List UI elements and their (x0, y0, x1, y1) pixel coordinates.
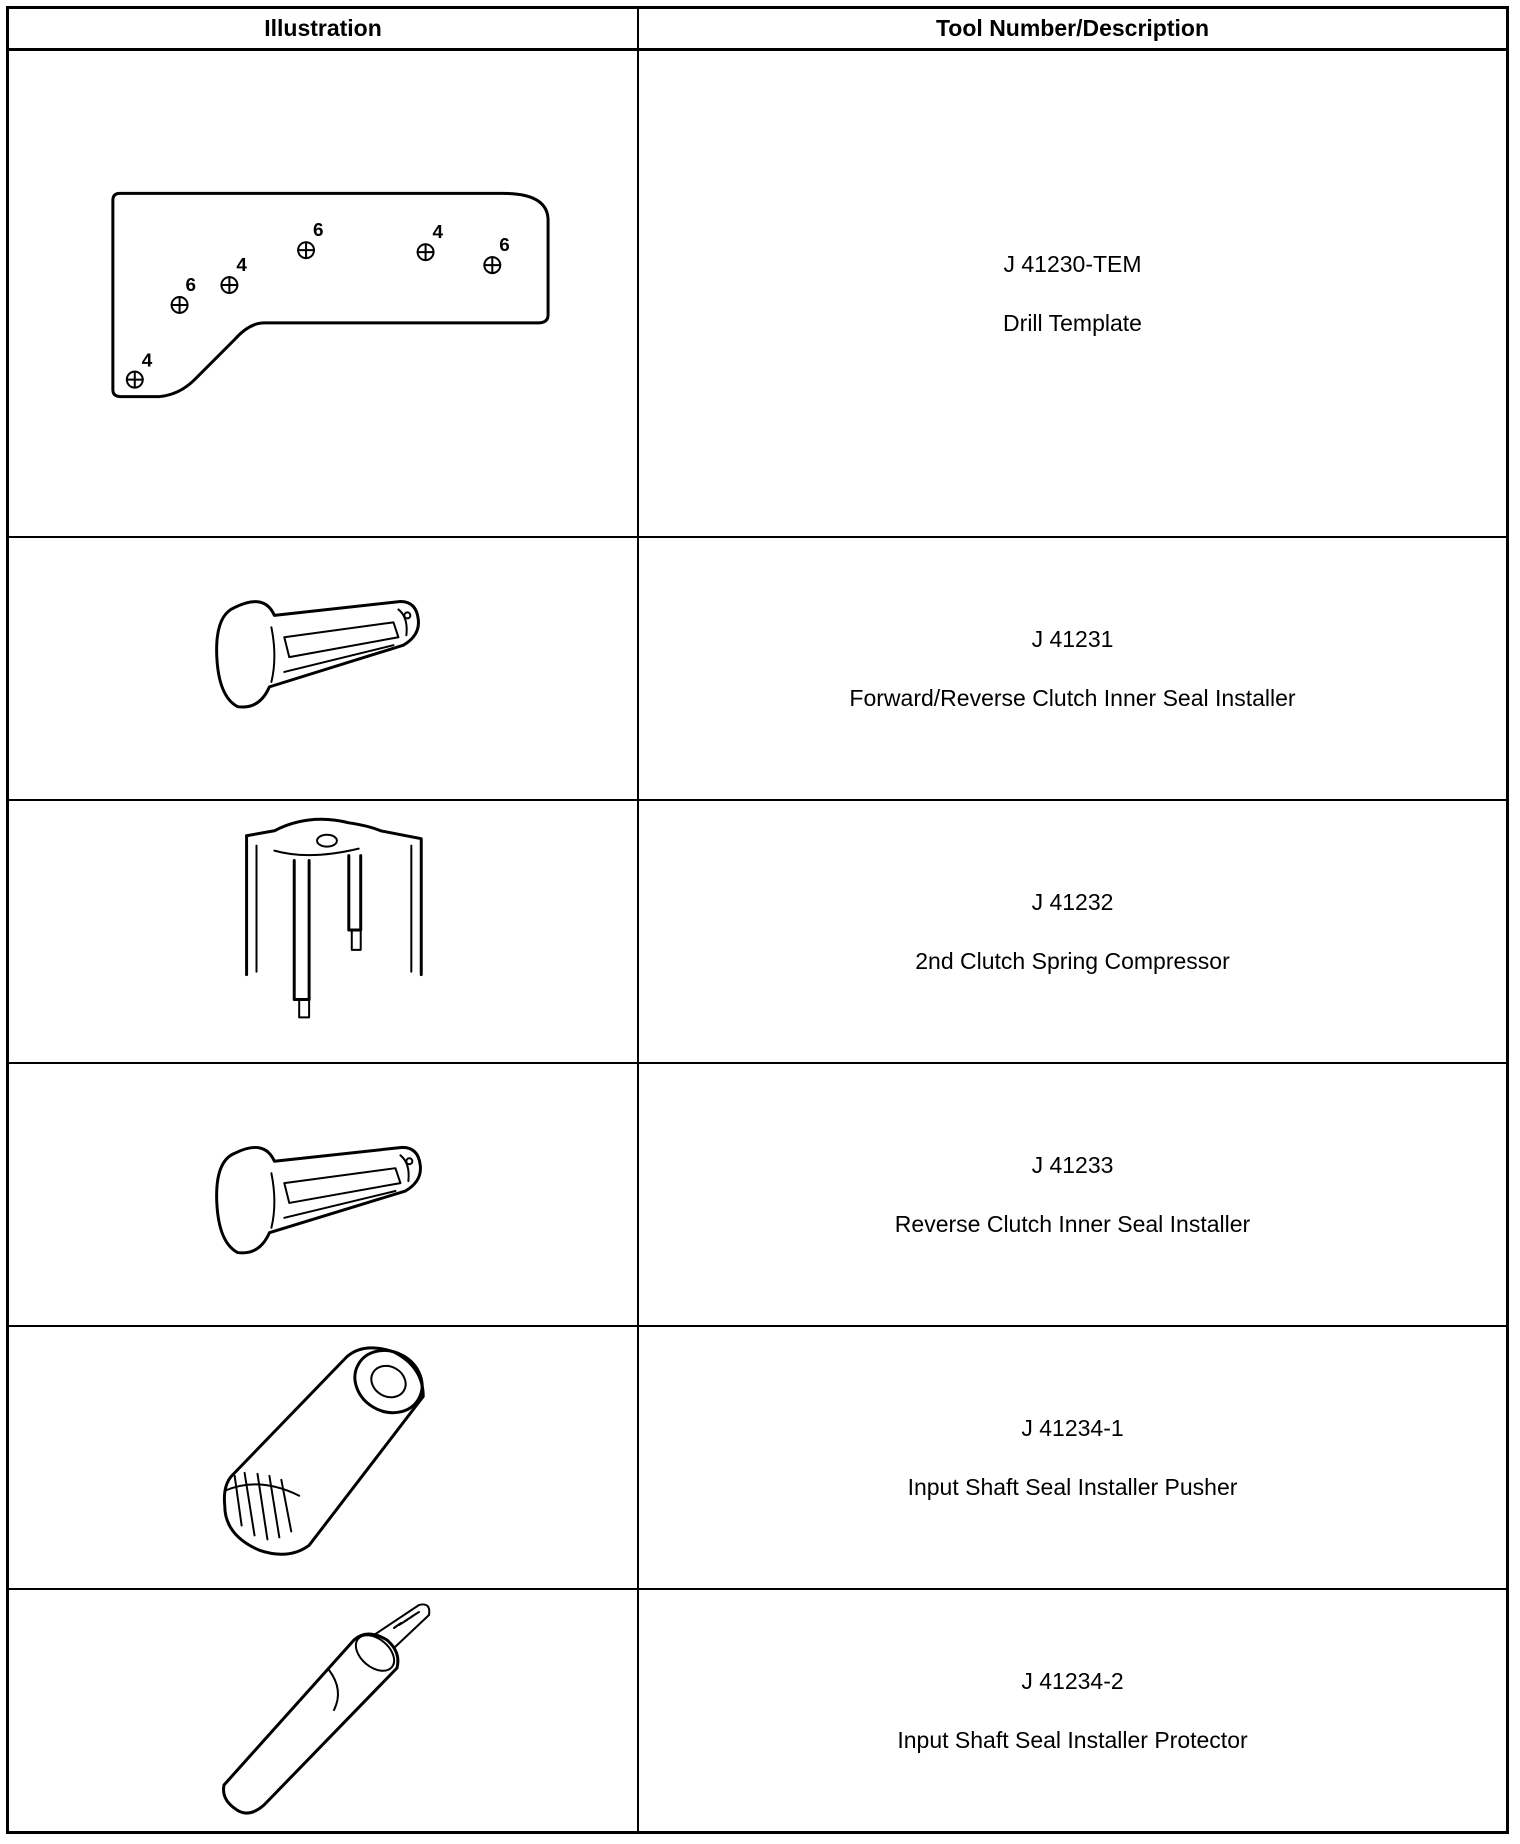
seal-installer-illustration (9, 538, 637, 799)
hole-label: 4 (141, 350, 153, 372)
seal-pusher-illustration (9, 1327, 637, 1588)
tools-table (6, 6, 1509, 1834)
header-illustration: Illustration (264, 15, 382, 41)
hole-marker (418, 244, 434, 260)
tool-description: Drill Template (1003, 309, 1142, 336)
seal-installer-drawing (9, 538, 637, 799)
table-row (9, 1327, 1506, 1590)
tool-cell (639, 1327, 1506, 1588)
tool-number: J 41232 (1031, 888, 1114, 915)
spring-compressor-drawing (9, 801, 637, 1062)
hole-label: 6 (499, 235, 510, 257)
hole-label: 4 (236, 255, 247, 277)
tool-cell (639, 51, 1506, 536)
hole-label: 6 (185, 275, 197, 297)
tool-cell (639, 538, 1506, 799)
tool-number: J 41233 (1031, 1151, 1114, 1178)
drill-template-drawing (9, 51, 637, 536)
hole-marker (484, 257, 500, 273)
table-row (9, 538, 1506, 801)
tool-number: J 41231 (1031, 625, 1114, 652)
tool-description: Input Shaft Seal Installer Pusher (907, 1473, 1238, 1500)
table-header (9, 9, 1506, 51)
table-row (9, 801, 1506, 1064)
seal-protector-drawing (9, 1590, 637, 1831)
hole-marker (172, 297, 188, 313)
tool-description: 2nd Clutch Spring Compressor (915, 947, 1230, 974)
tool-number: J 41234-1 (1021, 1414, 1124, 1441)
seal-protector-illustration (9, 1590, 637, 1831)
tool-cell (639, 1064, 1506, 1325)
table-row (9, 1064, 1506, 1327)
tool-description: Reverse Clutch Inner Seal Installer (894, 1210, 1251, 1237)
tool-number: J 41230-TEM (1003, 250, 1142, 277)
header-tool-description: Tool Number/Description (935, 15, 1210, 41)
hole-marker (127, 372, 143, 388)
hole-label: 4 (432, 222, 444, 244)
tool-cell (639, 801, 1506, 1062)
hole-marker (221, 277, 237, 293)
table-row (9, 51, 1506, 538)
seal-installer-illustration (9, 1064, 637, 1325)
hole-marker (298, 242, 314, 258)
tool-number: J 41234-2 (1021, 1667, 1124, 1694)
seal-installer-drawing (9, 1064, 637, 1325)
hole-label: 6 (313, 220, 324, 242)
spring-compressor-illustration (9, 801, 637, 1062)
tool-description: Input Shaft Seal Installer Protector (897, 1726, 1248, 1753)
seal-pusher-drawing (9, 1327, 637, 1588)
table-row (9, 1590, 1506, 1831)
drill-template-illustration (9, 51, 637, 536)
tool-description: Forward/Reverse Clutch Inner Seal Installer (849, 684, 1296, 711)
tool-cell (639, 1590, 1506, 1831)
